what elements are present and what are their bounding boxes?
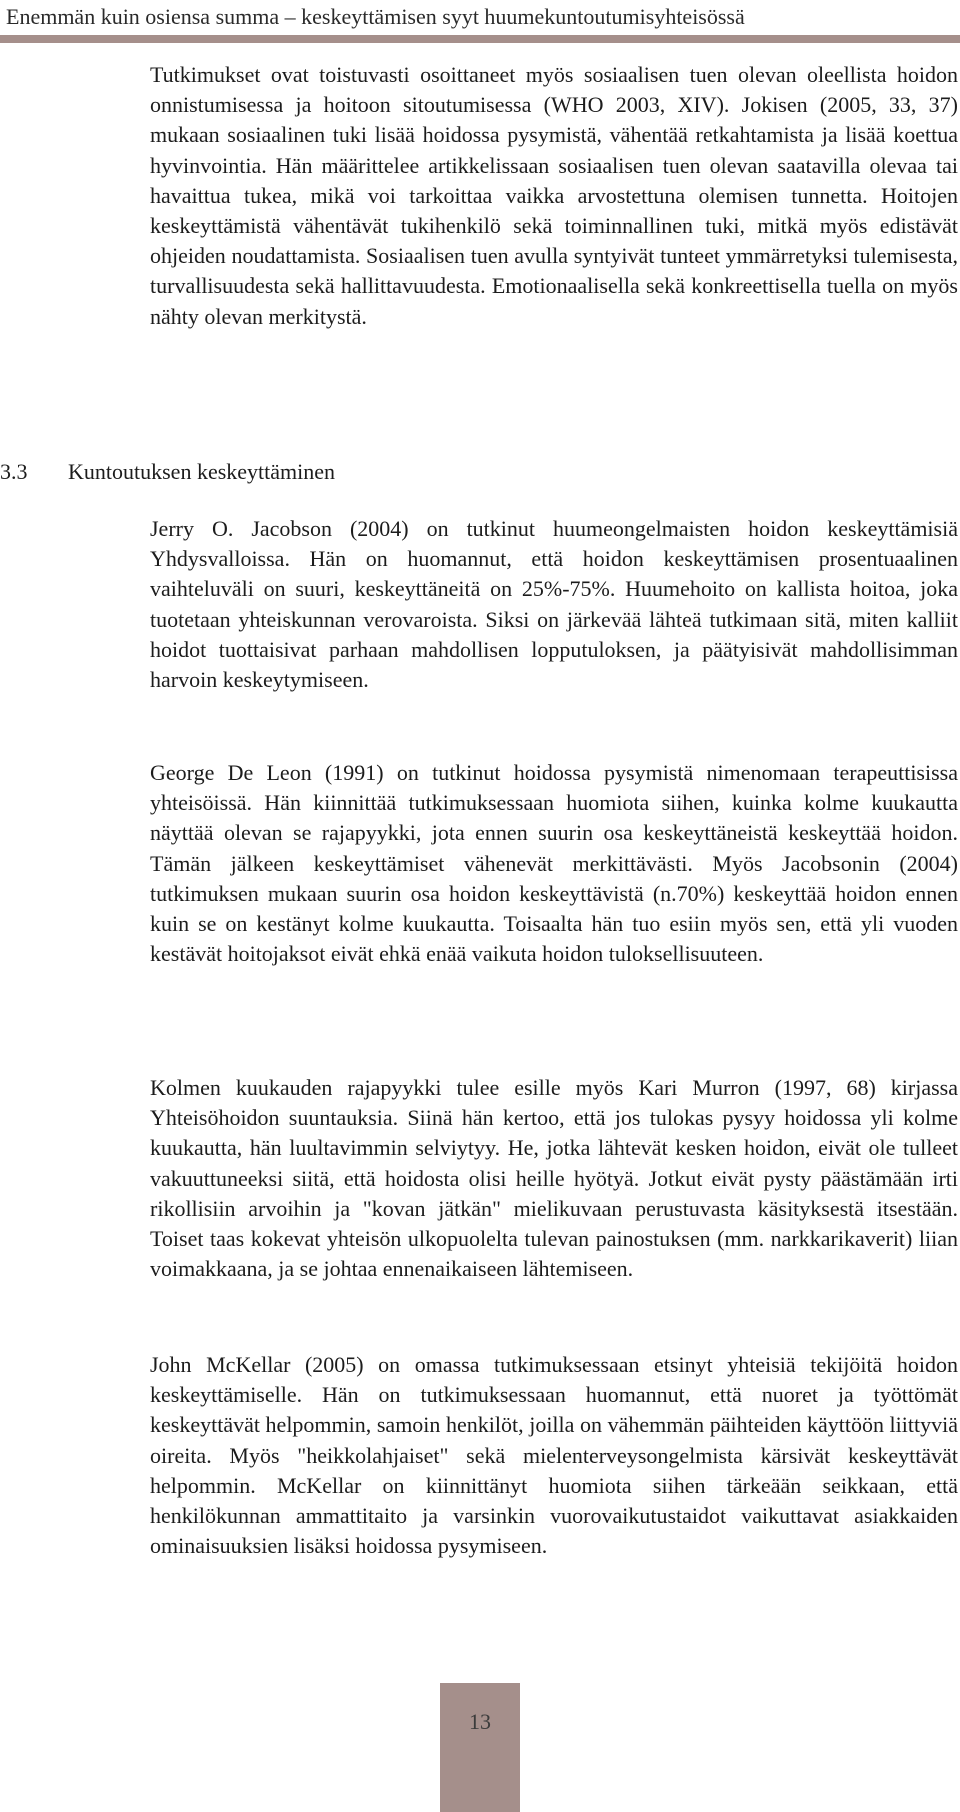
paragraph-mckellar: John McKellar (2005) on omassa tutkimuksessaan etsinyt yhteisiä tekijöitä hoidon keskeyttämiselle. Hän on tutkimuksessaan huomannut, että nuoret ja työttömät keskeyttävät helpommin, samoin henkilöt, joilla on vähemmän päihteiden käyttöön liittyviä oireita. Myös "heikkolahjaiset" sekä mielenterveysongelmista kärsivät keskeyttävät helpommin. McKellar on kiinnittänyt huomiota siihen tärkeään seikkaan, että henkilökunnan ammattitaito ja varsinkin vuorovaikutustaidot vaikuttavat asiakkaiden ominaisuuksien lisäksi hoidossa pysymiseen. <box>150 1352 958 1559</box>
header-rule <box>0 35 960 43</box>
page-number-box <box>440 1683 520 1812</box>
page-number: 13 <box>469 1709 491 1734</box>
paragraph-jacobson: Jerry O. Jacobson (2004) on tutkinut huumeongelmaisten hoidon keskeyttämisiä Yhdysvalloissa. Hän on huomannut, että hoidon keskeyttämisen prosentuaalinen vaihteluväli on suuri, keskeyttäneitä on 25%-75%. Huumehoito on kallista hoitoa, joka tuotetaan yhteiskunnan verovaroista. Siksi on järkevää lähteä tutkimaan sitä, miten kalliit hoidot tuottaisivat parhaan mahdollisen lopputuloksen, ja päätyisivät mahdollisimman harvoin keskeytymiseen. <box>150 516 958 693</box>
running-header-title: Enemmän kuin osiensa summa – keskeyttämisen syyt huumekuntoutumisyhteisössä <box>6 4 745 29</box>
section-title: Kuntoutuksen keskeyttäminen <box>68 459 336 484</box>
running-header <box>0 0 960 44</box>
paragraph-social-support: Tutkimukset ovat toistuvasti osoittaneet myös sosiaalisen tuen olevan oleellista hoidon onnistumisessa ja hoitoon sitoutumisessa (WHO 2003, XIV). Jokisen (2005, 33, 37) mukaan sosiaalinen tuki lisää hoidossa pysymistä, vähentää retkahtamista ja lisää koettua hyvinvointia. Hän määrittelee artikkelissaan sosiaalisen tuen olevan saatavilla olevaa tai havaittua tukea, mikä voi tarkoittaa vaikka arvostettuna olemisen tunnetta. Hoitojen keskeyttämistä vähentävät tukihenkilö sekä toiminnallinen tuki, mitkä myös edistävät ohjeiden noudattamista. Sosiaalisen tuen avulla syntyivät tunteet ymmärretyksi tulemisesta, turvallisuudesta sekä hallittavuudesta. Emotionaalisella sekä konkreettisella tuella on myös nähty olevan merkitystä. <box>150 62 958 329</box>
section-number: 3.3 <box>0 459 28 484</box>
paragraph-murto: Kolmen kuukauden rajapyykki tulee esille myös Kari Murron (1997, 68) kirjassa Yhteisöhoidon suuntauksia. Siinä hän kertoo, että jos tulokas pysyy hoidossa yli kolme kuukautta, hän luultavimmin selviytyy. He, jotka lähtevät kesken hoidon, eivät ole tulleet vakuuttuneeksi siitä, että hoidosta olisi heille hyötyä. Jotkut eivät pysty päästämään irti rikollisiin arvoihin ja "kovan jätkän" mielikuvaan perustuvasta käsityksestä itsestään. Toiset taas kokevat yhteisön ulkopuolelta tulevan painostuksen (mm. narkkarikaverit) liian voimakkaana, ja se johtaa ennenaikaiseen lähtemiseen. <box>150 1075 958 1282</box>
paragraph-de-leon: George De Leon (1991) on tutkinut hoidossa pysymistä nimenomaan terapeuttisissa yhteisöissä. Hän kiinnittää tutkimuksessaan huomiota siihen, kuinka kolme kuukautta näyttää olevan se rajapyykki, jota ennen suurin osa keskeyttäneistä keskeyttää hoidon. Tämän jälkeen keskeyttämiset vähenevät merkittävästi. Myös Jacobsonin (2004) tutkimuksen mukaan suurin osa hoidon keskeyttävistä (n.70%) keskeyttää hoidon ennen kuin se on kestänyt kolme kuukautta. Toisaalta hän tuo esiin myös sen, että yli vuoden kestävät hoitojaksot eivät ehkä enää vaikuta hoidon tuloksellisuuteen. <box>150 760 958 967</box>
